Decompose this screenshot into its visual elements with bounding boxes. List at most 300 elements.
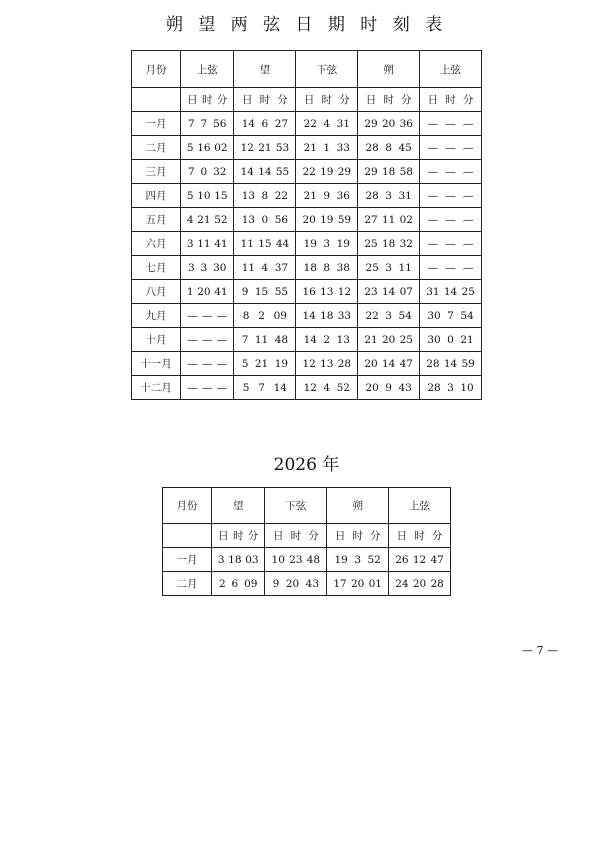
time-value: — (427, 141, 439, 154)
time-value: 28 (430, 577, 444, 590)
lunar-phase-table-main (131, 50, 482, 400)
page-title: 朔 望 两 弦 日 期 时 刻 表 (165, 15, 448, 35)
year-heading: 2026 年 (273, 455, 340, 475)
phase-column-header: 望 (234, 51, 296, 88)
phase-column-header: 下弦 (265, 488, 327, 524)
time-values (296, 214, 357, 226)
month-cell: 一月 (163, 548, 212, 572)
time-value: 20 (302, 213, 316, 226)
unit-label: 分 (247, 530, 259, 542)
phase-column-header: 上弦 (420, 51, 482, 88)
time-value: 52 (367, 553, 381, 566)
time-values (296, 286, 357, 298)
time-value: 56 (274, 213, 289, 226)
time-values (296, 310, 357, 322)
units-group (265, 528, 326, 543)
units-cell (389, 524, 451, 548)
time-value: 5 (186, 141, 194, 154)
time-value: 25 (399, 333, 413, 346)
time-value: 14 (302, 309, 316, 322)
units-cell (327, 524, 389, 548)
time-value: 30 (213, 261, 227, 274)
time-value: 14 (381, 357, 396, 370)
time-cell (265, 572, 327, 596)
phase-column-header: 上弦 (389, 488, 451, 524)
time-values (358, 334, 419, 346)
time-value: 22 (274, 189, 289, 202)
time-value: 3 (447, 381, 454, 394)
time-cell (358, 232, 420, 256)
time-cell (358, 352, 420, 376)
unit-label: 日 (187, 94, 198, 106)
time-value: 12 (412, 553, 427, 566)
time-value: — (216, 381, 228, 394)
phase-column-header: 上弦 (181, 51, 234, 88)
time-value: 43 (398, 381, 412, 394)
time-cell (358, 136, 420, 160)
time-value: 03 (245, 553, 259, 566)
time-values (296, 382, 357, 394)
month-cell: 一月 (132, 112, 181, 136)
time-cell (358, 208, 420, 232)
units-row (132, 88, 482, 112)
time-cell (265, 548, 327, 572)
time-value: 56 (213, 117, 227, 130)
time-values (420, 262, 481, 274)
time-value: 27 (274, 117, 289, 130)
time-values (234, 238, 295, 250)
time-value: 15 (258, 237, 272, 250)
time-cell (234, 328, 296, 352)
units-cell (212, 524, 265, 548)
time-value: 12 (303, 381, 317, 394)
time-values (234, 334, 295, 346)
time-value: — (427, 213, 439, 226)
time-cell (389, 572, 451, 596)
time-value: 18 (228, 553, 242, 566)
time-values (181, 262, 233, 274)
time-value: 18 (303, 261, 317, 274)
time-cell (234, 304, 296, 328)
month-cell: 七月 (132, 256, 181, 280)
time-value: 2 (218, 577, 226, 590)
time-value: 17 (333, 577, 347, 590)
time-value: 20 (381, 333, 396, 346)
time-value: — (187, 333, 198, 346)
time-values (358, 118, 419, 130)
lunar-phase-table-2026 (162, 487, 451, 596)
time-values (420, 214, 481, 226)
time-value: — (187, 381, 198, 394)
time-value: — (445, 237, 456, 250)
time-cell (296, 112, 358, 136)
time-cell (296, 280, 358, 304)
time-value: 11 (197, 237, 211, 250)
time-value: 22 (302, 165, 316, 178)
time-value: 11 (254, 333, 269, 346)
time-values (181, 286, 233, 298)
time-values (358, 358, 419, 370)
time-value: 54 (460, 309, 474, 322)
time-values (212, 554, 264, 566)
time-value: 41 (214, 285, 228, 298)
time-value: 4 (323, 117, 331, 130)
time-cell (234, 184, 296, 208)
month-header: 月份 (132, 51, 181, 88)
time-value: 8 (261, 189, 269, 202)
time-cell (181, 304, 234, 328)
time-value: 20 (197, 285, 211, 298)
time-value: — (201, 381, 213, 394)
time-value: 19 (274, 357, 289, 370)
time-cell (420, 136, 482, 160)
time-value: 11 (398, 261, 412, 274)
time-cell (420, 304, 482, 328)
month-cell: 八月 (132, 280, 181, 304)
units-group (181, 92, 233, 107)
unit-label: 时 (259, 94, 271, 106)
table-row (132, 184, 482, 208)
time-value: — (445, 213, 456, 226)
unit-label: 时 (383, 94, 394, 106)
time-value: 9 (323, 189, 331, 202)
time-value: — (216, 333, 228, 346)
time-value: 2 (323, 333, 331, 346)
time-values (296, 142, 357, 154)
table-row (132, 136, 482, 160)
month-cell: 九月 (132, 304, 181, 328)
time-value: 09 (273, 309, 287, 322)
time-value: 19 (320, 213, 334, 226)
time-value: 21 (364, 333, 378, 346)
time-cell (234, 136, 296, 160)
time-value: 02 (214, 141, 228, 154)
month-cell: 二月 (132, 136, 181, 160)
table-row (132, 208, 482, 232)
time-value: 09 (244, 577, 258, 590)
time-cell (420, 256, 482, 280)
time-value: — (187, 309, 198, 322)
table-row (163, 548, 451, 572)
unit-label: 时 (201, 94, 213, 106)
time-value: — (462, 165, 474, 178)
time-value: 11 (241, 261, 256, 274)
time-cell (181, 160, 234, 184)
time-cell (212, 548, 265, 572)
time-value: 07 (399, 285, 413, 298)
time-values (234, 118, 295, 130)
time-value: 5 (241, 357, 249, 370)
time-value: 55 (274, 285, 289, 298)
time-value: 19 (303, 237, 317, 250)
time-value: 28 (337, 357, 352, 370)
time-value: 31 (426, 285, 440, 298)
time-value: 13 (320, 285, 334, 298)
time-cell (181, 256, 234, 280)
time-cell (420, 184, 482, 208)
time-values (181, 118, 233, 130)
time-value: 48 (306, 553, 321, 566)
time-values (358, 190, 419, 202)
unit-label: 日 (396, 530, 408, 542)
time-cell (181, 184, 234, 208)
time-values (265, 554, 326, 566)
time-value: 14 (443, 285, 458, 298)
unit-label: 分 (339, 94, 350, 106)
time-value: 36 (336, 189, 350, 202)
time-value: 8 (323, 261, 331, 274)
month-header: 月份 (163, 488, 212, 524)
time-value: 22 (365, 309, 379, 322)
unit-label: 分 (308, 530, 319, 542)
time-value: — (462, 261, 474, 274)
time-values (389, 578, 450, 590)
time-value: 14 (240, 165, 254, 178)
time-cell (358, 112, 420, 136)
time-values (296, 118, 357, 130)
time-values (358, 166, 419, 178)
time-cell (296, 232, 358, 256)
time-values (420, 238, 481, 250)
time-value: 44 (275, 237, 290, 250)
time-value: 3 (385, 309, 392, 322)
units-group (358, 92, 419, 107)
time-value: 20 (381, 117, 396, 130)
units-row-blank (132, 88, 181, 112)
time-value: — (462, 117, 474, 130)
time-cell (296, 376, 358, 400)
phase-column-header: 下弦 (296, 51, 358, 88)
time-value: 14 (241, 117, 256, 130)
time-values (327, 554, 388, 566)
time-cell (420, 160, 482, 184)
time-cell (181, 232, 234, 256)
time-value: 21 (197, 213, 211, 226)
phase-column-header: 朔 (327, 488, 389, 524)
time-cell (327, 548, 389, 572)
units-cell (296, 88, 358, 112)
time-value: — (216, 357, 228, 370)
time-value: 28 (426, 357, 440, 370)
time-value: 19 (336, 237, 350, 250)
time-value: 28 (365, 189, 379, 202)
time-value: — (462, 189, 474, 202)
time-value: — (201, 333, 213, 346)
time-value: 31 (398, 189, 412, 202)
phase-column-header: 望 (212, 488, 265, 524)
time-value: 53 (275, 141, 290, 154)
units-group (389, 528, 450, 543)
time-value: 18 (381, 237, 396, 250)
time-value: 3 (385, 189, 392, 202)
time-cell (358, 304, 420, 328)
time-cell (181, 208, 234, 232)
time-values (181, 334, 233, 346)
time-cell (420, 280, 482, 304)
time-value: 0 (200, 165, 208, 178)
time-cell (234, 208, 296, 232)
time-value: 54 (398, 309, 412, 322)
time-value: — (427, 117, 439, 130)
time-value: 9 (385, 381, 392, 394)
unit-label: 日 (242, 94, 253, 106)
time-cell (420, 352, 482, 376)
time-values (420, 358, 481, 370)
units-cell (181, 88, 234, 112)
time-cell (358, 328, 420, 352)
time-cell (296, 256, 358, 280)
time-cell (327, 572, 389, 596)
time-value: 10 (197, 189, 211, 202)
time-value: 37 (274, 261, 289, 274)
time-values (181, 310, 233, 322)
time-values (296, 358, 357, 370)
time-value: 12 (240, 141, 254, 154)
table-row (132, 376, 482, 400)
units-row-blank (163, 524, 212, 548)
time-value: — (462, 237, 474, 250)
time-value: 1 (323, 141, 331, 154)
time-value: 13 (320, 357, 334, 370)
time-values (234, 190, 295, 202)
time-cell (358, 256, 420, 280)
table-header-row (132, 51, 482, 88)
time-value: 20 (365, 381, 379, 394)
table-row (132, 160, 482, 184)
units-cell (358, 88, 420, 112)
time-cell (420, 376, 482, 400)
time-cell (234, 232, 296, 256)
time-value: 41 (214, 237, 228, 250)
time-cell (420, 208, 482, 232)
time-values (389, 554, 450, 566)
time-cell (296, 160, 358, 184)
time-value: 7 (241, 333, 249, 346)
time-cell (234, 256, 296, 280)
time-value: 02 (399, 213, 413, 226)
time-value: 30 (427, 309, 441, 322)
unit-label: 时 (321, 94, 333, 106)
time-value: 12 (302, 357, 316, 370)
time-cell (358, 376, 420, 400)
time-cell (389, 548, 451, 572)
time-value: 0 (261, 213, 269, 226)
time-value: 25 (461, 285, 475, 298)
time-values (420, 310, 481, 322)
time-values (420, 142, 481, 154)
time-cell (358, 280, 420, 304)
month-cell: 三月 (132, 160, 181, 184)
table-row (132, 304, 482, 328)
time-value: 20 (350, 577, 365, 590)
time-values (296, 166, 357, 178)
time-value: — (187, 357, 198, 370)
table-header-row (163, 488, 451, 524)
time-value: 6 (261, 117, 269, 130)
time-values (296, 238, 357, 250)
time-value: 47 (430, 553, 444, 566)
time-value: 15 (254, 285, 269, 298)
unit-label: 日 (303, 94, 315, 106)
time-value: 26 (395, 553, 409, 566)
time-value: 21 (303, 141, 317, 154)
time-value: 21 (303, 189, 317, 202)
time-value: 3 (186, 237, 194, 250)
time-value: — (445, 189, 456, 202)
time-value: 19 (334, 553, 348, 566)
time-value: 33 (337, 309, 352, 322)
time-value: 21 (254, 357, 269, 370)
time-value: 16 (197, 141, 211, 154)
time-value: 23 (364, 285, 378, 298)
time-value: 59 (461, 357, 475, 370)
units-cell (420, 88, 482, 112)
time-value: 43 (305, 577, 320, 590)
time-cell (181, 280, 234, 304)
time-value: 58 (399, 165, 413, 178)
time-value: — (462, 141, 474, 154)
time-cell (420, 232, 482, 256)
time-value: 5 (242, 381, 250, 394)
units-group (234, 92, 295, 107)
time-value: 29 (364, 165, 378, 178)
time-cell (212, 572, 265, 596)
time-values (296, 334, 357, 346)
time-values (358, 382, 419, 394)
time-values (327, 578, 388, 590)
time-cell (296, 304, 358, 328)
unit-label: 分 (401, 94, 412, 106)
unit-label: 日 (218, 530, 229, 542)
time-cell (296, 136, 358, 160)
time-value: 1 (186, 285, 194, 298)
time-value: 55 (275, 165, 290, 178)
unit-label: 分 (462, 94, 474, 106)
time-value: 32 (213, 165, 227, 178)
table-row (132, 112, 482, 136)
time-cell (234, 160, 296, 184)
time-value: — (216, 309, 228, 322)
time-values (212, 578, 264, 590)
unit-label: 日 (334, 530, 346, 542)
table-row (132, 256, 482, 280)
time-value: 11 (240, 237, 254, 250)
time-value: 23 (289, 553, 303, 566)
time-value: 4 (323, 381, 331, 394)
phase-column-header: 朔 (358, 51, 420, 88)
time-value: 7 (187, 165, 195, 178)
time-value: 5 (186, 189, 194, 202)
time-cell (181, 352, 234, 376)
time-value: 59 (337, 213, 352, 226)
time-value: 14 (381, 285, 396, 298)
table-row (132, 232, 482, 256)
time-values (181, 382, 233, 394)
time-value: 45 (398, 141, 412, 154)
time-value: — (445, 117, 456, 130)
time-value: 18 (320, 309, 334, 322)
units-row (163, 524, 451, 548)
time-value: 33 (336, 141, 350, 154)
time-values (420, 334, 481, 346)
time-values (358, 286, 419, 298)
month-cell: 四月 (132, 184, 181, 208)
time-value: 14 (303, 333, 317, 346)
time-values (358, 214, 419, 226)
time-value: 13 (241, 189, 256, 202)
time-value: 20 (412, 577, 427, 590)
time-values (265, 578, 326, 590)
